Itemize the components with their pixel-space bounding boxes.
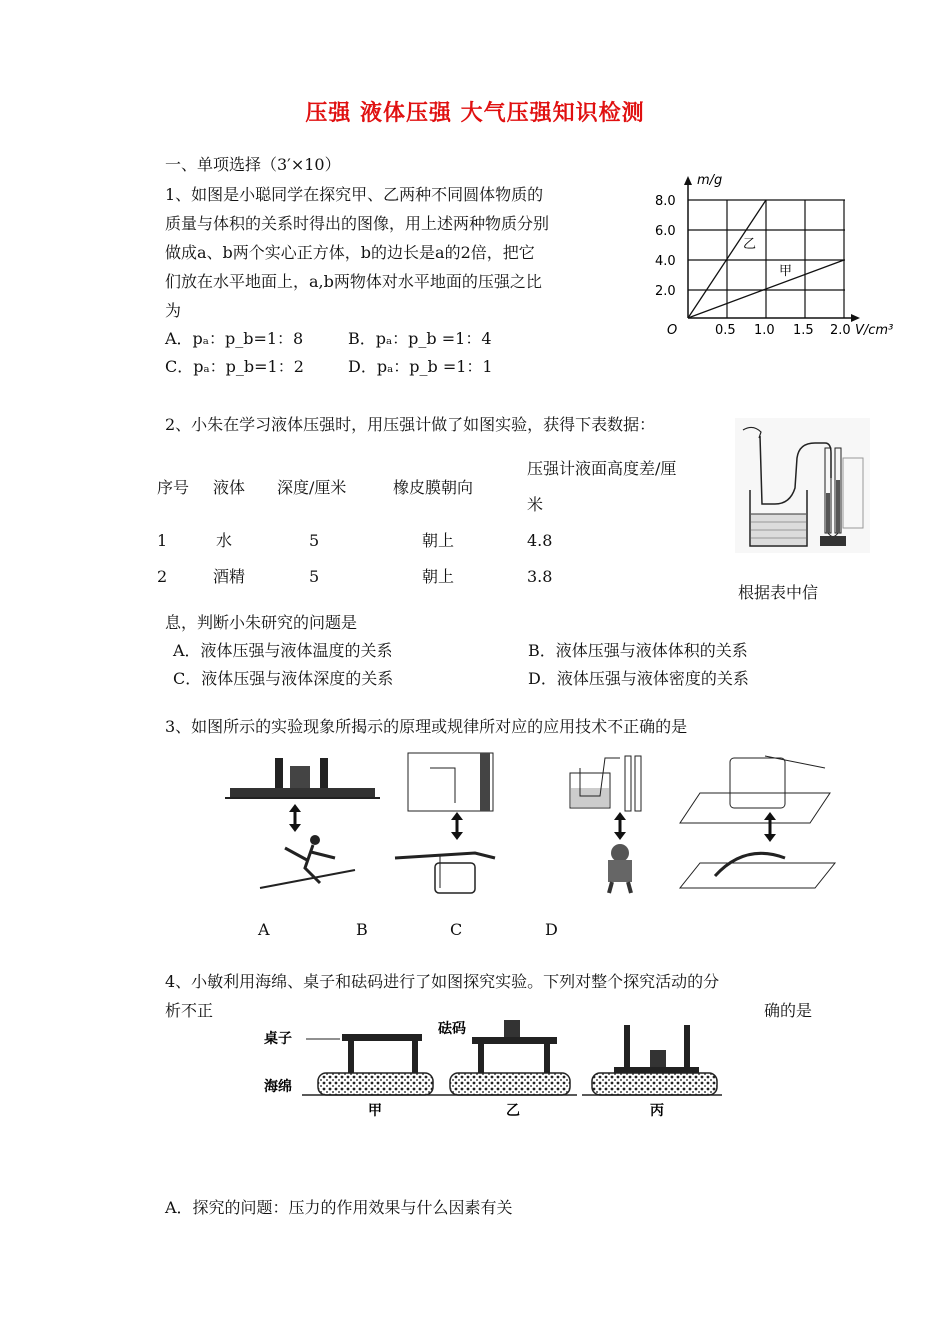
q1-option-d: D．pₐ：p_b =1：1 xyxy=(348,357,493,376)
q1-line-4: 们放在水平地面上，a,b两物体对水平地面的压强之比 xyxy=(165,272,542,291)
illustration-d xyxy=(680,756,835,888)
table-header-height: 压强计液面高度差/厘 xyxy=(527,459,677,478)
q4-stem: 4、小敏利用海绵、桌子和砝码进行了如图探究实验。下列对整个探究活动的分 xyxy=(165,972,720,991)
graph-xtick: 1.5 xyxy=(793,323,814,338)
q2-option-c: C．液体压强与液体深度的关系 xyxy=(173,669,394,688)
graph-xlabel: V/cm³ xyxy=(855,323,894,338)
q2-continuation: 息，判断小朱研究的问题是 xyxy=(165,613,358,632)
q3-label-c: C xyxy=(450,920,463,939)
q4-sponge-experiment xyxy=(262,1015,727,1125)
q3-label-d: D xyxy=(545,920,558,939)
q3-label-b: B xyxy=(356,920,368,939)
illustration-c xyxy=(570,756,641,893)
q2-stem: 2、小朱在学习液体压强时，用压强计做了如图实验，获得下表数据： xyxy=(165,415,656,434)
table-cell: 朝上 xyxy=(422,531,455,550)
q1-option-b: B．pₐ：p_b =1：4 xyxy=(348,329,492,348)
graph-xtick: 2.0 xyxy=(830,323,851,338)
q2-option-b: B．液体压强与液体体积的关系 xyxy=(528,641,748,660)
graph-ytick: 8.0 xyxy=(655,194,676,209)
q3-stem: 3、如图所示的实验现象所揭示的原理或规律所对应的应用技术不正确的是 xyxy=(165,717,688,736)
graph-ytick: 6.0 xyxy=(655,224,676,239)
panel-label: 甲 xyxy=(368,1103,382,1119)
table-cell: 4.8 xyxy=(527,531,553,550)
table-cell: 5 xyxy=(309,531,320,550)
q1-option-c: C．pₐ：p_b=1：2 xyxy=(165,357,304,376)
q3-illustrations xyxy=(225,748,840,898)
table-cell: 3.8 xyxy=(527,567,553,586)
table-cell: 朝上 xyxy=(422,567,455,586)
page-title: 压强 液体压强 大气压强知识检测 xyxy=(305,101,645,126)
table-cell: 2 xyxy=(157,567,168,586)
q2-option-d: D．液体压强与液体密度的关系 xyxy=(528,669,749,688)
q1-line-1: 1、如图是小聪同学在探究甲、乙两种不同圆体物质的 xyxy=(165,185,544,204)
q4-stem-cont: 确的是 xyxy=(764,1001,813,1020)
q1-line-5: 为 xyxy=(165,301,182,320)
table-header-membrane: 橡皮膜朝向 xyxy=(393,478,474,497)
panel-bing xyxy=(582,1025,722,1119)
table-header-height-unit: 米 xyxy=(527,495,544,514)
label-table: 桌子 xyxy=(264,1031,292,1047)
graph-xtick: 1.0 xyxy=(754,323,775,338)
line-label-yi: 乙 xyxy=(743,237,757,252)
q1-option-a: A．pₐ：p_b=1：8 xyxy=(165,329,304,348)
q1-line-2: 质量与体积的关系时得出的图像，用上述两种物质分别 xyxy=(165,214,550,233)
q1-line-3: 做成a、b两个实心正方体，b的边长是a的2倍，把它 xyxy=(165,243,535,262)
graph-ylabel: m/g xyxy=(697,173,723,188)
table-header-liquid: 液体 xyxy=(213,478,246,497)
table-cell: 5 xyxy=(309,567,320,586)
pressure-gauge-illustration xyxy=(735,418,870,553)
panel-label: 乙 xyxy=(506,1103,520,1119)
q3-label-a: A xyxy=(258,920,270,939)
q4-option-a: A．探究的问题：压力的作用效果与什么因素有关 xyxy=(165,1198,513,1217)
table-cell: 1 xyxy=(157,531,168,550)
panel-jia xyxy=(302,1034,442,1119)
label-weight: 砝码 xyxy=(438,1021,466,1037)
q2-continuation: 根据表中信 xyxy=(738,583,819,602)
table-header-index: 序号 xyxy=(157,478,190,497)
section-heading: 一、单项选择（3′×10） xyxy=(165,155,341,174)
table-header-depth: 深度/厘米 xyxy=(277,478,347,497)
graph-ytick: 2.0 xyxy=(655,284,676,299)
illustration-b xyxy=(395,753,495,893)
table-cell: 酒精 xyxy=(213,567,246,586)
label-sponge: 海绵 xyxy=(264,1079,292,1095)
graph-xtick: 0.5 xyxy=(715,323,736,338)
graph-origin: O xyxy=(667,323,678,338)
panel-label: 丙 xyxy=(650,1103,664,1119)
illustration-a xyxy=(225,758,380,888)
q4-stem-cont: 析不正 xyxy=(165,1001,214,1020)
mass-volume-graph xyxy=(655,168,905,343)
line-label-jia: 甲 xyxy=(779,264,793,279)
q2-option-a: A．液体压强与液体温度的关系 xyxy=(173,641,393,660)
graph-ytick: 4.0 xyxy=(655,254,676,269)
table-cell: 水 xyxy=(216,531,233,550)
